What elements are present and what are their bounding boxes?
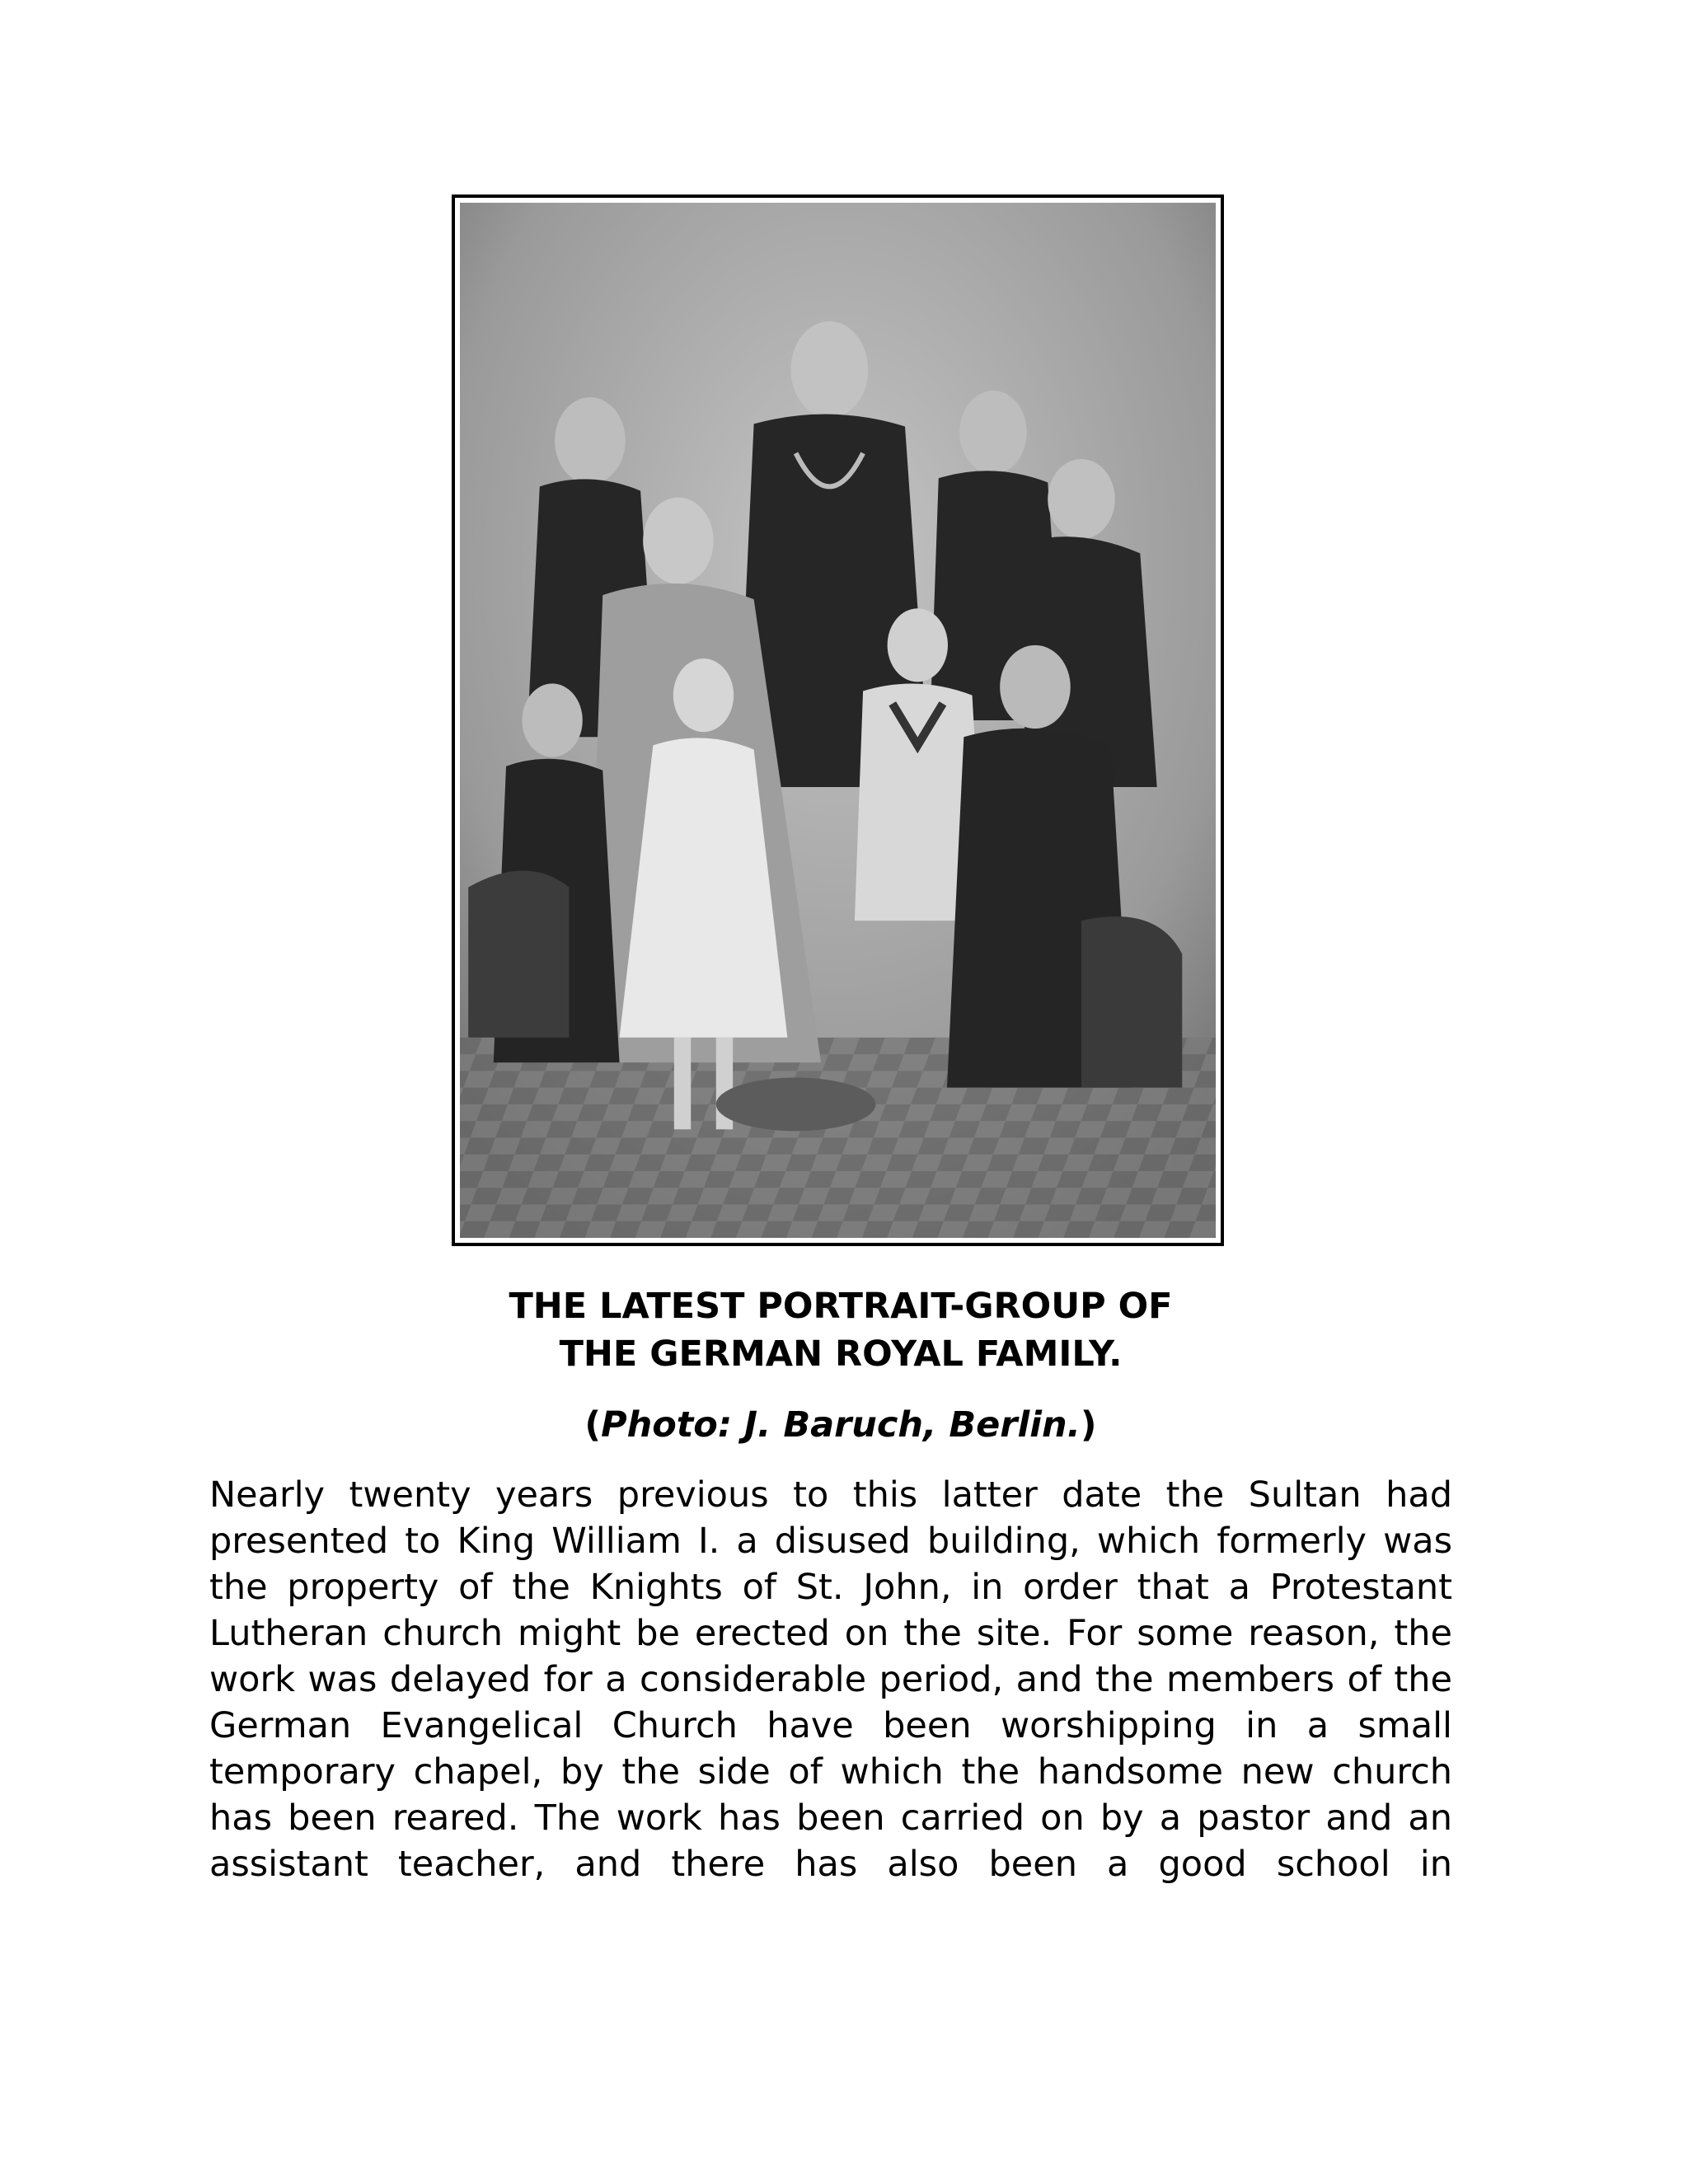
portrait-photograph (452, 194, 1224, 1246)
photo-caption-line-2: THE GERMAN ROYAL FAMILY. (559, 1333, 1123, 1375)
body-line: temporary chapel, by the side of which the handsome new church (209, 1751, 1452, 1793)
photo-credit (247, 1401, 1434, 1449)
body-line: work was delayed for a considerable period, and the members of the (209, 1659, 1452, 1700)
body-line: presented to King William I. a disused building, which formerly was (209, 1521, 1452, 1562)
body-paragraph (209, 1472, 1452, 1887)
credit-close-paren: ) (1080, 1404, 1097, 1446)
body-line: German Evangelical Church have been worshipping in a small (209, 1705, 1452, 1746)
footstool (716, 1078, 876, 1132)
body-line: the property of the Knights of St. John, in order that a Protestant (209, 1567, 1452, 1608)
body-line: Nearly twenty years previous to this latter date the Sultan had (209, 1474, 1452, 1516)
body-line: has been reared. The work has been carried on by a pastor and an (209, 1797, 1452, 1839)
photo-caption-line-1: THE LATEST PORTRAIT-GROUP OF (509, 1286, 1173, 1327)
credit-open-paren: ( (584, 1404, 602, 1446)
body-line: assistant teacher, and there has also been a good school in (209, 1844, 1452, 1885)
credit-text: Photo: J. Baruch, Berlin. (601, 1404, 1081, 1446)
body-line: Lutheran church might be erected on the site. For some reason, the (209, 1613, 1452, 1654)
royal-family-portrait-image (460, 203, 1216, 1238)
